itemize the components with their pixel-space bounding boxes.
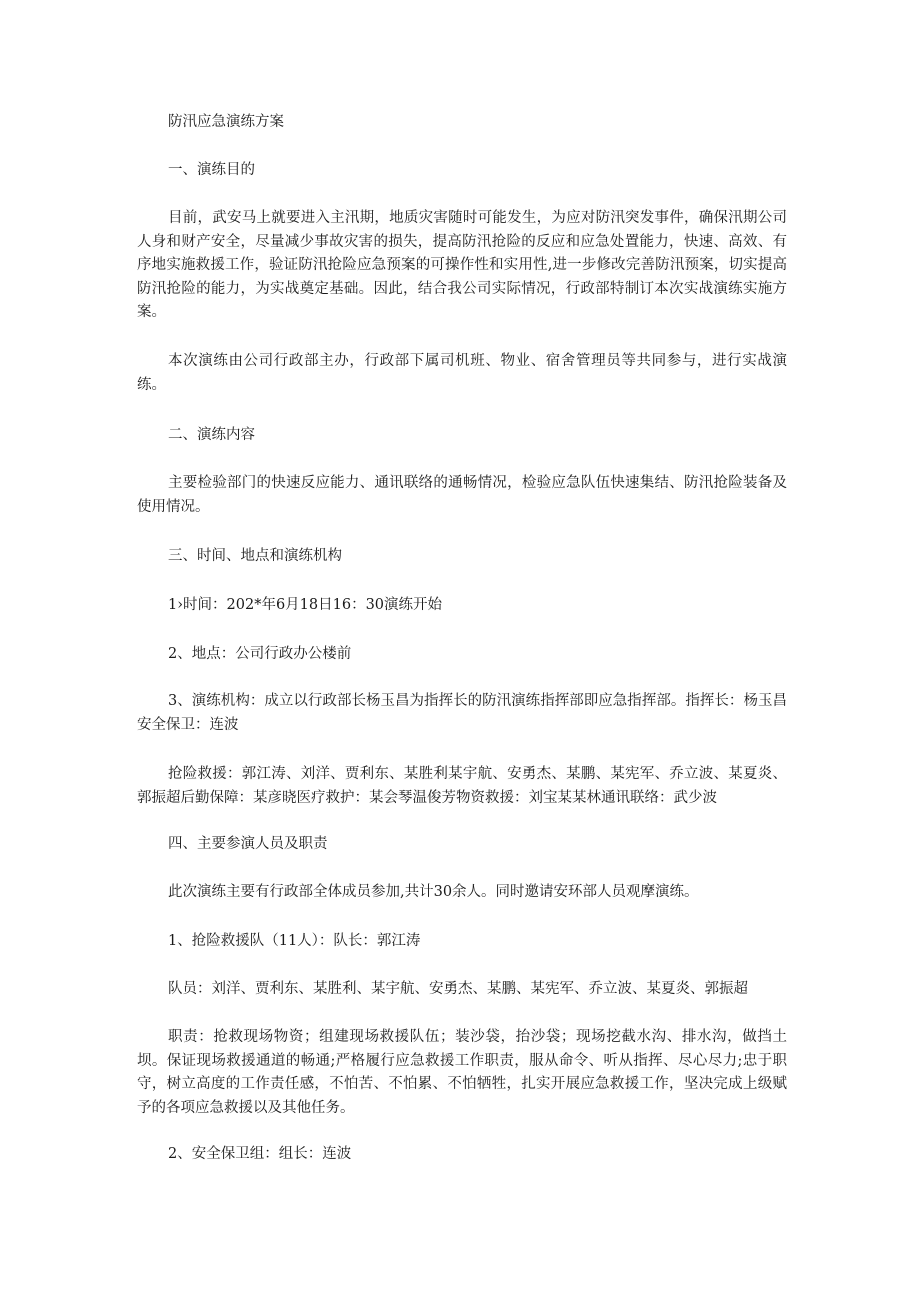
paragraph-rescue-roster: 抢险救援：郭江涛、刘洋、贾利东、某胜利某宇航、安勇杰、某鹏、某宪军、乔立波、某夏炎、郭振超后勤保障：某彦晓医疗救护：某会琴温俊芳物资救援：刘宝某某林通讯联络：武少波	[137, 766, 787, 806]
section-heading-purpose: 一、演练目的	[168, 162, 255, 178]
team1-heading: 1、抢险救援队（11人）：队长：郭江涛	[168, 933, 421, 949]
section-heading-time-place: 三、时间、地点和演练机构	[168, 548, 342, 564]
list-item-organization: 3、演练机构：成立以行政部长杨玉昌为指挥长的防汛演练指挥部即应急指挥部。指挥长：杨玉昌安全保卫：连波	[137, 693, 787, 733]
section-heading-content: 二、演练内容	[168, 427, 255, 443]
paragraph-participants: 此次演练主要有行政部全体成员参加,共计30余人。同时邀请安环部人员观摩演练。	[168, 884, 699, 900]
list-item-place: 2、地点：公司行政办公楼前	[168, 646, 352, 662]
paragraph-purpose: 目前，武安马上就要进入主汛期，地质灾害随时可能发生，为应对防汛突发事件，确保汛期公司人身和财产安全，尽量减少事故灾害的损失，提高防汛抢险的反应和应急处置能力，快速、高效、有序地实施救援工作，验证防汛抢险应急预案的可操作性和实用性,进一步修改完善防汛预案，切实提高防汛抢险的能力，为实战奠定基础。因此，结合我公司实际情况，行政部特制订本次实战演练实施方案。	[137, 210, 787, 320]
paragraph-content: 主要检验部门的快速反应能力、通讯联络的通畅情况，检验应急队伍快速集结、防汛抢险装备及使用情况。	[137, 475, 787, 515]
team1-members: 队员：刘洋、贾利东、某胜利、某宇航、安勇杰、某鹏、某宪军、乔立波、某夏炎、郭振超	[168, 981, 748, 997]
paragraph-organizer: 本次演练由公司行政部主办，行政部下属司机班、物业、宿舍管理员等共同参与，进行实战演练。	[137, 353, 787, 393]
document-title: 防汛应急演练方案	[168, 114, 284, 130]
team2-heading: 2、安全保卫组：组长：连波	[168, 1146, 352, 1162]
team1-duties: 职责：抢救现场物资；组建现场救援队伍；装沙袋，抬沙袋；现场挖截水沟、排水沟，做挡土坝。保证现场救援通道的畅通;严格履行应急救援工作职责，服从命令、听从指挥、尽心尽力;忠于职守，树立高度的工作责任感，不怕苦、不怕累、不怕牺牲，扎实开展应急救援工作，坚决完成上级赋予的各项应急救援以及其他任务。	[137, 1029, 787, 1116]
list-item-time: 1›时间：202*年6月18日16：30演练开始	[168, 597, 443, 613]
section-heading-participants: 四、主要参演人员及职责	[168, 836, 328, 852]
